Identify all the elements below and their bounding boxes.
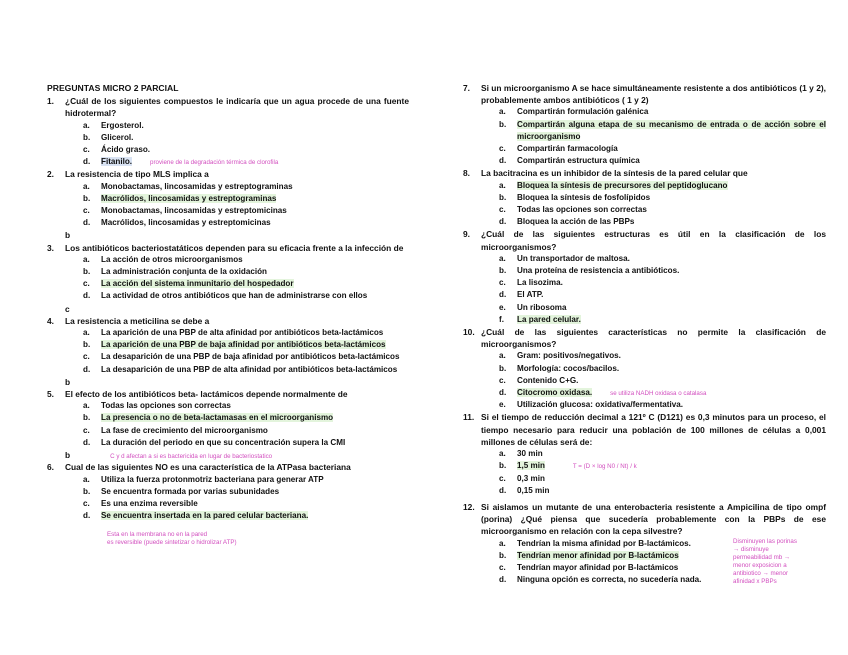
left-column (47, 82, 409, 547)
question-8: 8. La bacitracina es un inhibidor de la síntesis de la pared celular que (463, 168, 748, 179)
option: b. Se encuentra formada por varias subunidades (83, 486, 280, 496)
question-5: 5. El efecto de los antibióticos beta- lactámicos depende normalmente de (47, 389, 348, 400)
option: d. Compartirán estructura química (499, 156, 640, 166)
annotation-note: proviene de la degradación térmica de clorofila (150, 159, 279, 167)
option: a. Todas las opciones son correctas (83, 401, 231, 411)
option: c. Todas las opciones son correctas (499, 205, 647, 215)
question-number: 1. (47, 96, 54, 107)
option: c. Monobactamas, lincosamidas y estreptomicinas (83, 206, 287, 216)
formula-note: T = (D × log N0 / Nt) / k (572, 463, 637, 471)
option-highlighted: a. Bloquea la síntesis de precursores del peptidoglucano (499, 180, 728, 190)
option: c. La fase de crecimiento del microorganismo (83, 425, 268, 435)
option-highlighted: d. Citocromo oxidasa. se utiliza NADH oxidasa o catalasa (499, 388, 707, 398)
option-highlighted: b. 1,5 min T = (D × log N0 / Nt) / k (499, 461, 637, 471)
option: d. La actividad de otros antibióticos que han de administrarse con ellos (83, 291, 368, 301)
annotation-note-block: Disminuyen las porinas → disminuye permeabilidad mb → menor exposicion a antibiotico → menor afinidad x PBPs (733, 537, 797, 585)
option: c. Tendrían mayor afinidad por B-lactámicos (499, 562, 679, 572)
option: c. Contenido C+G. (499, 375, 579, 385)
option: c. Es una enzima reversible (83, 498, 198, 508)
option: d. 0,15 min (499, 485, 550, 495)
question-4: 4. La resistencia a meticilina se debe a (47, 315, 210, 326)
question-6: 6. Cual de las siguientes NO es una característica de la ATPasa bacteriana (47, 462, 351, 473)
option: c. Ácido graso. (83, 145, 151, 155)
answer: b (65, 376, 71, 387)
option: e. Utilización glucosa: oxidativa/fermentativa. (499, 400, 683, 410)
option: a. Un transportador de maltosa. (499, 253, 630, 263)
option: c. Compartirán farmacología (499, 144, 618, 154)
option-highlighted: b. Compartirán alguna etapa de su mecanismo de entrada o de acción sobre el microorganismo (499, 119, 826, 141)
question-12: 12. Si aislamos un mutante de una enterobacteria resistente a Ampicilina de tipo ompf (porina) ¿Qué piensa que sucedería probablemente con la PBPs de ese microorganismo en relación con la cepa silvestre? (463, 501, 826, 537)
option: a. Tendrían la misma afinidad por B-lactámicos. (499, 538, 691, 548)
option: d. La desaparición de una PBP de alta afinidad por antibióticos beta-lactámicos (83, 364, 398, 374)
option: e. Un ribosoma (499, 302, 567, 312)
annotation-note: C y d afectan a si es bactericida en lugar de bacteriostatico (110, 453, 273, 461)
option: c. 0,3 min (499, 473, 545, 483)
annotation-note: se utiliza NADH oxidasa o catalasa (610, 390, 707, 398)
option-highlighted: d. Se encuentra insertada en la pared celular bacteriana. (83, 511, 309, 521)
option: a. Ergosterol. (83, 120, 144, 130)
option: b. Glicerol. (83, 132, 134, 142)
answer: b (65, 230, 71, 241)
option: d. Bloquea la acción de las PBPs (499, 217, 635, 227)
option: b. Una proteína de resistencia a antibióticos. (499, 266, 680, 276)
question-9: 9. ¿Cuál de las siguientes estructuras es útil en la clasificación de los microorganismos? (463, 229, 826, 252)
page-title: PREGUNTAS MICRO 2 PARCIAL (47, 83, 179, 93)
option: d. Macrólidos, lincosamidas y estreptomicinas (83, 218, 271, 228)
question-11: 11. Si el tiempo de reducción decimal a 121º C (D121) es 0,3 minutos para un proceso, el tiempo necesario para reducir una población de 100 millones de células a 0,001 millones de células será de: (463, 412, 826, 447)
option: b. La administración conjunta de la oxidación (83, 267, 267, 277)
option-highlighted: f. La pared celular. (499, 314, 581, 324)
option-highlighted: c. La acción del sistema inmunitario del hospedador (83, 279, 294, 289)
option-highlighted: d. Fitanilo. proviene de la degradación térmica de clorofila (83, 157, 279, 167)
option: d. Ninguna opción es correcta, no sucedería nada. (499, 575, 702, 585)
option: d. El ATP. (499, 290, 544, 300)
option: a. 30 min (499, 449, 543, 459)
option-highlighted: b. La aparición de una PBP de baja afinidad por antibióticos beta-lactámicos (83, 340, 386, 350)
question-10: 10. ¿Cuál de las siguientes características no permite la clasificación de microorganismos? (463, 327, 826, 350)
annotation-note-block: Esta en la membrana no en la pared es reversible (puede sintetizar o hidrolizar ATP) (107, 531, 237, 547)
question-text: ¿Cuál de los siguientes compuestos le indicaría que un agua procede de una fuente hidrotermal? (65, 96, 409, 119)
question-3: 3. Los antibióticos bacteriostatáticos dependen para su eficacia frente a la infección de (47, 242, 404, 253)
option: b. Bloquea la síntesis de fosfolípidos (499, 192, 651, 202)
option-highlighted: b. La presencia o no de beta-lactamasas en el microorganismo (83, 413, 334, 423)
option: a. Compartirán formulación galénica (499, 107, 649, 117)
q12-options (463, 538, 826, 587)
answer: c (65, 303, 70, 314)
question-1 (47, 95, 409, 119)
option: d. La duración del periodo en que su concentración supera la CMI (83, 437, 346, 447)
option: b. Morfología: cocos/bacilos. (499, 363, 620, 373)
option: c. La lisozima. (499, 278, 563, 288)
right-column (463, 82, 826, 586)
option: a. Gram: positivos/negativos. (499, 351, 621, 361)
option-highlighted: b. Tendrían menor afinidad por B-lactámicos (499, 550, 679, 560)
question-7: 7. Si un microorganismo A se hace simultáneamente resistente a dos antibióticos (1 y 2), probablemente ambos antibióticos ( 1 y 2) (463, 83, 826, 106)
option: a. Utiliza la fuerza protonmotriz bacteriana para generar ATP (83, 474, 324, 484)
option: a. Monobactamas, lincosamidas y estreptograminas (83, 181, 293, 191)
option-highlighted: b. Macrólidos, lincosamidas y estreptograminas (83, 193, 277, 203)
option: c. La desaparición de una PBP de baja afinidad por antibióticos beta-lactámicos (83, 352, 400, 362)
answer: b C y d afectan a si es bactericida en lugar de bacteriostatico (65, 450, 273, 461)
question-2: 2. La resistencia de tipo MLS implica a (47, 169, 209, 180)
option: a. La aparición de una PBP de alta afinidad por antibióticos beta-lactámicos (83, 328, 384, 338)
option: a. La acción de otros microorganismos (83, 254, 243, 264)
